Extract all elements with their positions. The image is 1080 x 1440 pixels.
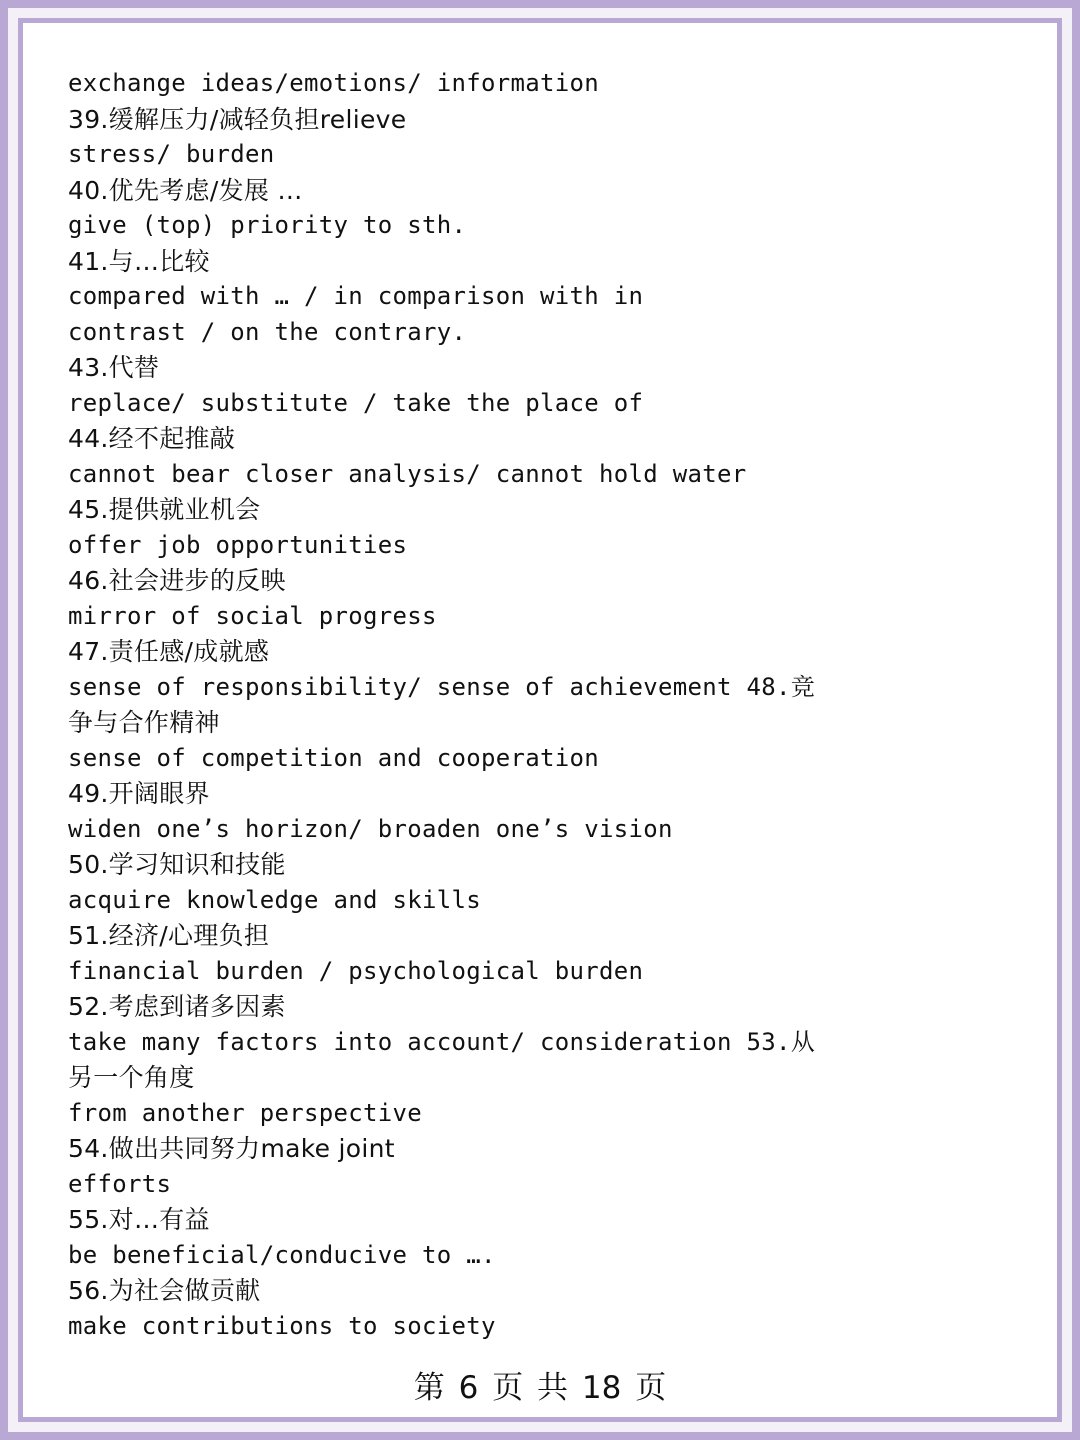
item-heading: 争与合作精神 bbox=[68, 708, 220, 737]
phrase-line: stress/ burden bbox=[68, 140, 275, 168]
phrase-line: be beneficial/conducive to …. bbox=[68, 1240, 496, 1269]
page-number: 第 6 页 共 18 页 bbox=[413, 1370, 667, 1406]
item-heading: 47.责任感/成就感 bbox=[68, 637, 270, 666]
item-heading: 另一个角度 bbox=[68, 1063, 195, 1092]
phrase-line: make contributions to society bbox=[68, 1311, 496, 1340]
item-heading: 51.经济/心理负担 bbox=[68, 921, 270, 950]
phrase-line: replace/ substitute / take the place of bbox=[68, 388, 644, 417]
phrase-line: sense of responsibility/ sense of achievement 48.竞 bbox=[68, 672, 816, 701]
item-heading: 50.学习知识和技能 bbox=[68, 850, 286, 879]
item-heading: 45.提供就业机会 bbox=[68, 495, 261, 524]
item-heading: 43.代替 bbox=[68, 353, 160, 382]
phrase-line: take many factors into account/ consideration 53.从 bbox=[68, 1027, 816, 1056]
item-heading: 40.优先考虑/发展 … bbox=[68, 175, 303, 205]
item-heading: 56.为社会做贡献 bbox=[68, 1276, 261, 1305]
item-heading: 44.经不起推敲 bbox=[68, 424, 236, 453]
phrase-line: sense of competition and cooperation bbox=[68, 743, 599, 772]
phrase-line: acquire knowledge and skills bbox=[68, 885, 481, 914]
item-heading: 54.做出共同努力make joint bbox=[68, 1134, 395, 1163]
phrase-line: efforts bbox=[68, 1169, 172, 1198]
phrase-line: from another perspective bbox=[68, 1098, 422, 1127]
item-heading: 52.考虑到诸多因素 bbox=[68, 992, 286, 1021]
phrase-line: give (top) priority to sth. bbox=[68, 211, 467, 239]
phrase-line: widen one’s horizon/ broaden one’s vision bbox=[68, 814, 673, 843]
vocabulary-list bbox=[68, 66, 816, 1344]
phrase-line: financial burden / psychological burden bbox=[68, 956, 644, 985]
phrase-line: offer job opportunities bbox=[68, 530, 408, 559]
phrase-line: cannot bear closer analysis/ cannot hold water bbox=[68, 459, 747, 488]
phrase-line: exchange ideas/emotions/ information bbox=[68, 69, 599, 97]
item-heading: 46.社会进步的反映 bbox=[68, 566, 286, 595]
phrase-line: compared with … / in comparison with in bbox=[68, 282, 644, 310]
item-heading: 49.开阔眼界 bbox=[68, 779, 210, 808]
item-heading: 41.与…比较 bbox=[68, 246, 210, 276]
item-heading: 55.对…有益 bbox=[68, 1205, 210, 1234]
phrase-line: mirror of social progress bbox=[68, 601, 437, 630]
phrase-line: contrast / on the contrary. bbox=[68, 317, 467, 346]
item-heading: 39.缓解压力/减轻负担relieve bbox=[68, 104, 407, 134]
